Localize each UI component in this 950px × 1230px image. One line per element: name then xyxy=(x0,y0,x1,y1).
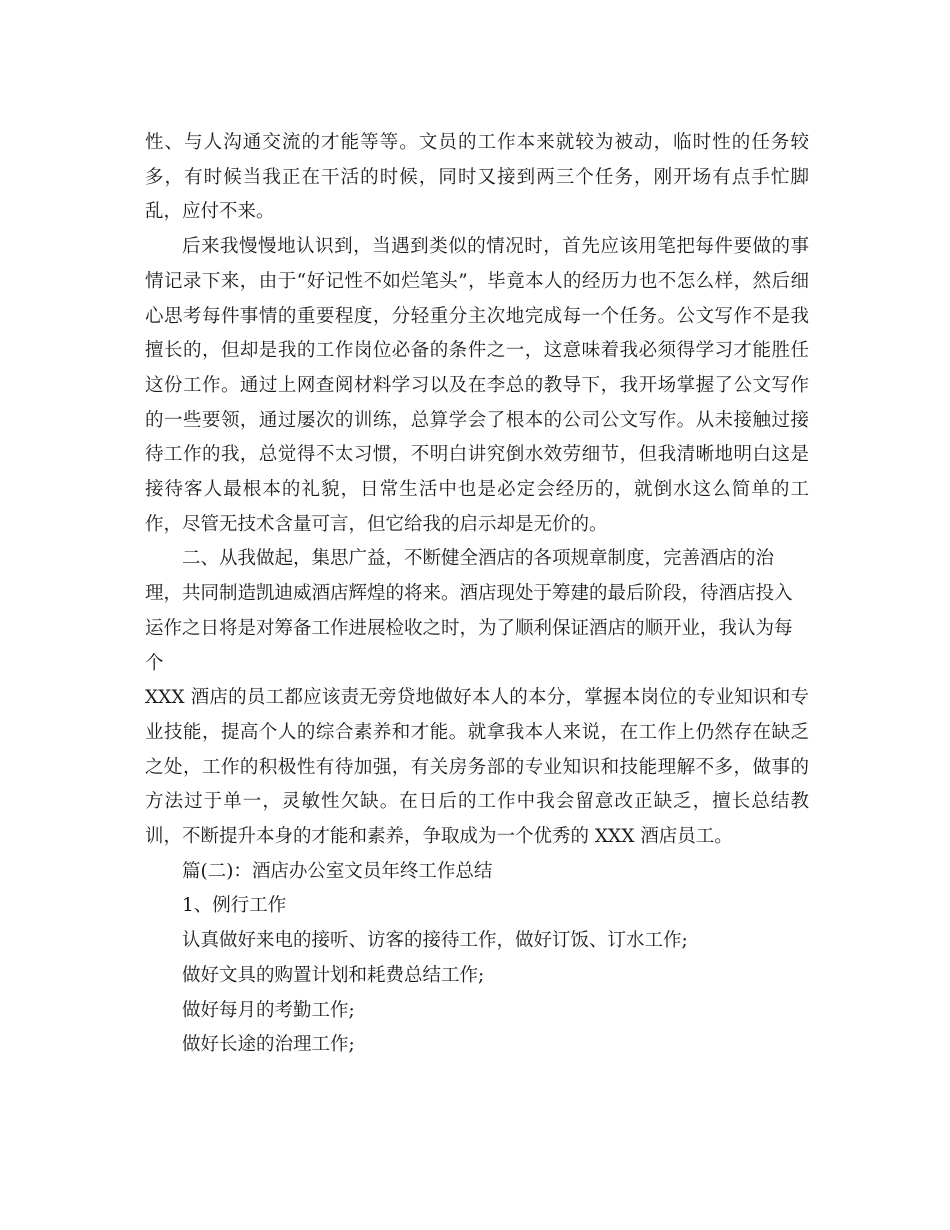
list-item: 做好文具的购置计划和耗费总结工作; xyxy=(182,964,485,986)
list-item: 认真做好来电的接听、访客的接待工作，做好订饭、订水工作; xyxy=(182,930,688,952)
list-item: 做好每月的考勤工作; xyxy=(182,999,355,1021)
article-heading: 篇(二)：酒店办公室文员年终工作总结 xyxy=(182,860,493,882)
list-heading-routine-work: 1、例行工作 xyxy=(182,895,287,917)
paragraph-staff-duty: XXX 酒店的员工都应该责无旁贷地做好本人的本分，掌握本岗位的专业知识和专业技能，提高个人的综合素养和才能。就拿我本人来说，在工作上仍然存在缺乏之处，工作的积极性有待加强，有关房务部的专业知识和技能理解不多，做事的方法过于单一，灵敏性欠缺。在日后的工作中我会留意改正缺乏，擅长总结教训，不断提升本身的才能和素养，争取成为一个优秀的 XXX 酒店员工。 xyxy=(145,687,809,848)
list-item: 做好长途的治理工作; xyxy=(182,1034,355,1056)
paragraph-experience: 后来我慢慢地认识到，当遇到类似的情况时，首先应该用笔把每件要做的事情记录下来，由于“好记性不如烂笔头”，毕竟本人的经历力也不怎么样，然后细心思考每件事情的重要程度，分轻重分主次地完成每一个任务。公文写作不是我擅长的，但却是我的工作岗位必备的条件之一，这意味着我必须得学习才能胜任这份工作。通过上网查阅材料学习以及在李总的教导下，我开场掌握了公文写作的一些要领，通过屡次的训练，总算学会了根本的公司公文写作。从未接触过接待工作的我，总觉得不太习惯，不明白讲究倒水效劳细节，但我清晰地明白这是接待客人最根本的礼貌，日常生活中也是必定会经历的，就倒水这么简单的工作，尽管无技术含量可言，但它给我的启示却是无价的。 xyxy=(145,236,809,535)
paragraph-continued: 性、与人沟通交流的才能等等。文员的工作本来就较为被动，临时性的任务较多，有时候当我正在干活的时候，同时又接到两三个任务，刚开场有点手忙脚乱，应付不来。 xyxy=(145,132,809,223)
paragraph-section-two: 二、从我做起，集思广益，不断健全酒店的各项规章制度，完善酒店的治理，共同制造凯迪威酒店辉煌的将来。酒店现处于筹建的最后阶段，待酒店投入运作之日将是对筹备工作进展检收之时，为了顺利保证酒店的顺开业，我认为每个 xyxy=(145,548,793,674)
document-body xyxy=(145,126,809,1063)
